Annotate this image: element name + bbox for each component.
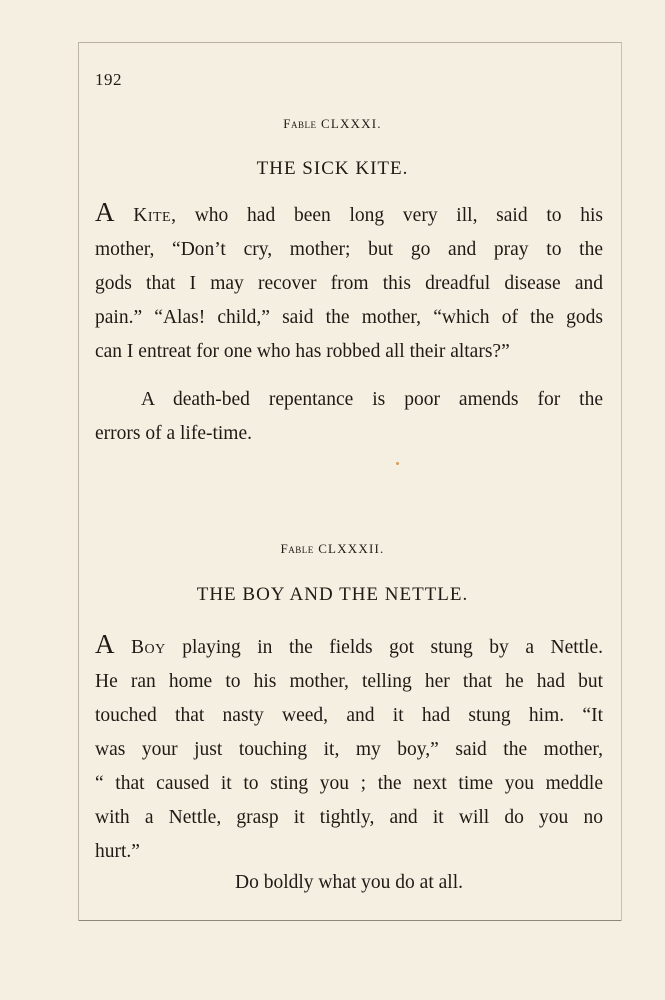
fable-label-prefix: Fable (280, 541, 314, 556)
body-line: touched that nasty weed, and it had stung him. “It (95, 705, 603, 726)
fable-body (95, 195, 603, 369)
fable-title: THE BOY AND THE NETTLE. (196, 584, 469, 605)
fable-title: THE SICK KITE. (256, 158, 409, 179)
drop-cap: A (95, 197, 115, 227)
fable-label-numeral: CLXXXII. (318, 541, 385, 556)
body-line: mother, “Don’t cry, mother; but go and pray to the (95, 239, 603, 260)
paper-speck (396, 462, 399, 465)
fable-moral (95, 383, 603, 451)
page-border-bottom (78, 920, 622, 921)
fable-body (95, 627, 603, 869)
body-line: A Boy playing in the fields got stung by a Nettle. (95, 629, 604, 659)
moral-line: A death-bed repentance is poor amends for the (141, 389, 603, 410)
body-line: gods that I may recover from this dreadful disease and (95, 273, 603, 294)
body-line: was your just touching it, my boy,” said the mother, (95, 739, 603, 760)
fable-label (0, 541, 665, 557)
moral-line: errors of a life-time. (95, 423, 253, 444)
body-line: hurt.” (95, 841, 140, 862)
body-line: “ that caused it to sting you ; the next time you meddle (95, 773, 603, 794)
body-line: with a Nettle, grasp it tightly, and it will do you no (95, 807, 603, 828)
fable-label-numeral: CLXXXI. (320, 116, 382, 131)
body-line: pain.” “Alas! child,” said the mother, “which of the gods (95, 307, 603, 328)
drop-cap: A (95, 629, 115, 659)
fable-moral: Do boldly what you do at all. (234, 872, 463, 893)
body-line: He ran home to his mother, telling her that he had but (95, 671, 603, 692)
body-line: A Kite, who had been long very ill, said to his (95, 197, 604, 227)
fable-label (0, 116, 665, 132)
page-border-top (78, 42, 622, 43)
page-number: 192 (95, 70, 122, 89)
body-line: can I entreat for one who has robbed all their altars?” (95, 341, 510, 362)
fable-label-prefix: Fable (283, 116, 317, 131)
smallcap-word: Boy (131, 637, 166, 658)
smallcap-word: Kite (133, 205, 172, 226)
